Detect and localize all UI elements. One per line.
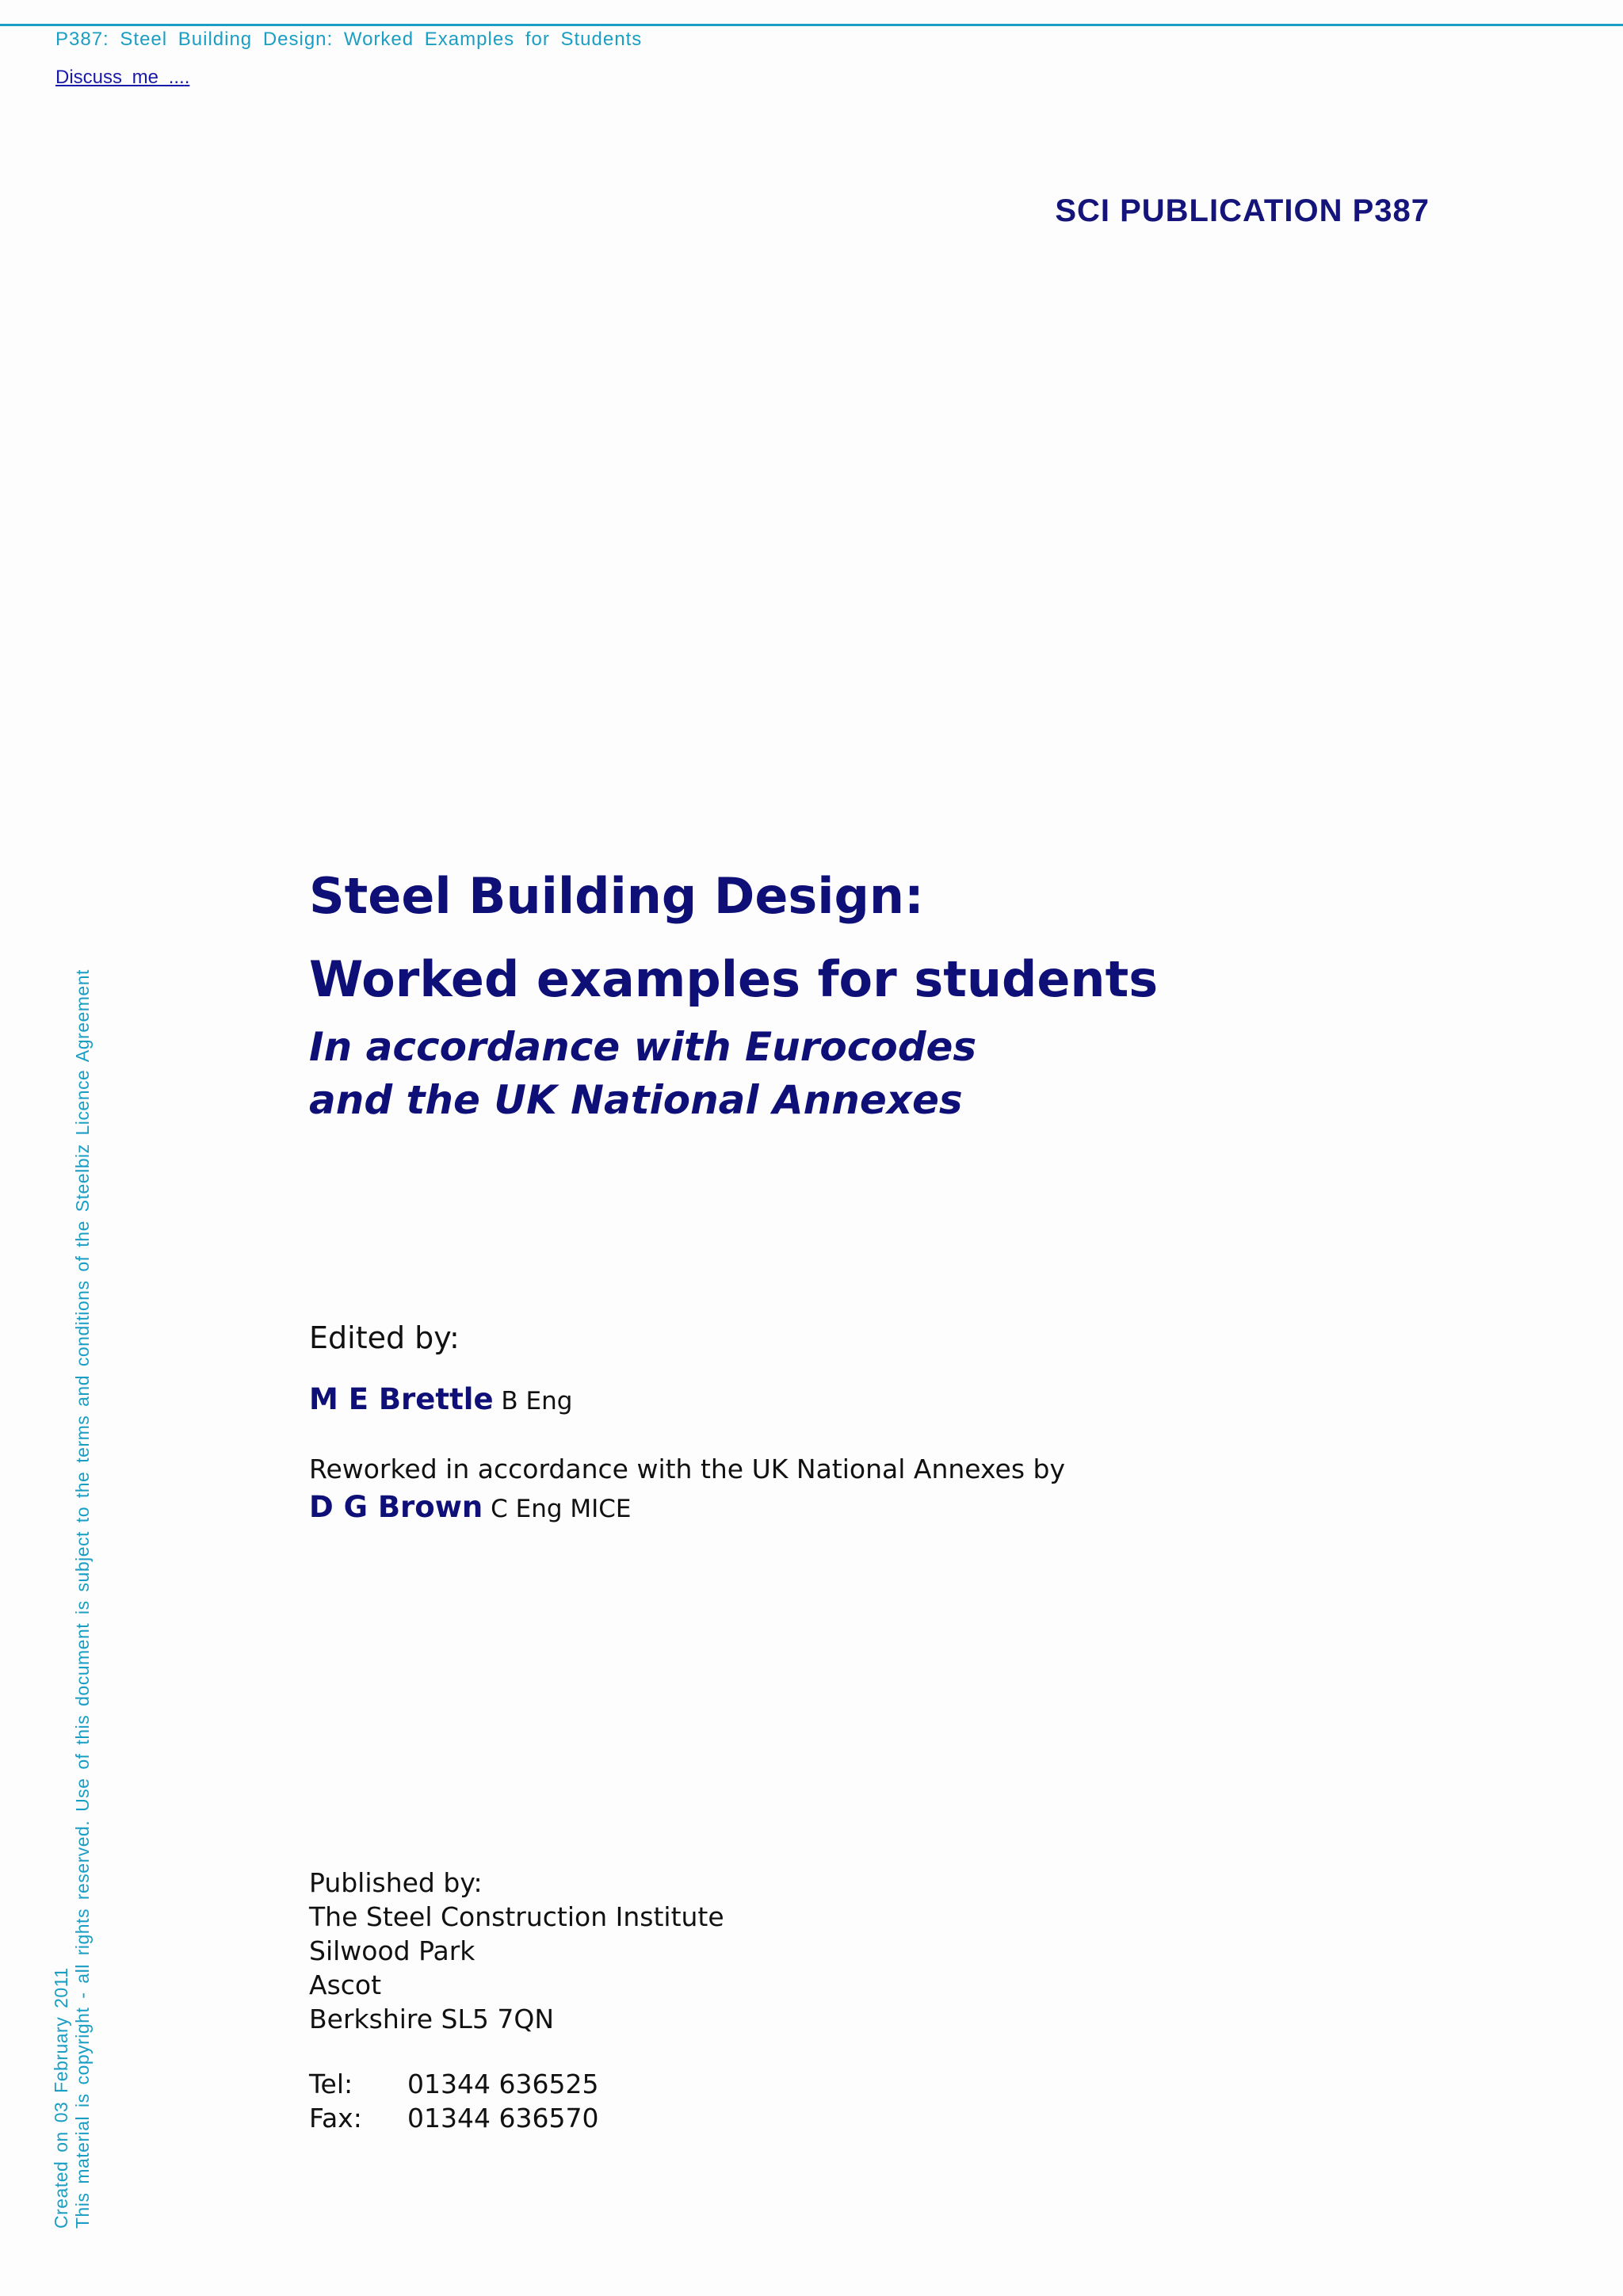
discuss-link-tail: . bbox=[184, 67, 190, 88]
discuss-link-text[interactable]: Discuss me ... bbox=[55, 67, 185, 88]
title-line-1: Steel Building Design: bbox=[309, 867, 924, 925]
reworker-qualifications: C Eng MICE bbox=[491, 1495, 632, 1523]
discuss-link[interactable] bbox=[55, 67, 189, 89]
contact-block bbox=[309, 2067, 598, 2135]
header-rule bbox=[0, 24, 1623, 26]
published-by-label: Published by: bbox=[309, 1867, 483, 1898]
reworker-line bbox=[309, 1490, 632, 1524]
fax-number: 01344 636570 bbox=[407, 2103, 599, 2134]
creation-date: Created on 03 February 2011 bbox=[51, 1967, 71, 2229]
copyright-notice bbox=[51, 969, 94, 2229]
book-title bbox=[309, 854, 1158, 1021]
editor-qualifications: B Eng bbox=[501, 1387, 573, 1415]
fax-label: Fax: bbox=[309, 2103, 362, 2134]
editor-name: M E Brettle bbox=[309, 1382, 494, 1416]
publication-number: SCI PUBLICATION P387 bbox=[1055, 193, 1430, 228]
address-line-1: Silwood Park bbox=[309, 1935, 475, 1966]
title-line-2: Worked examples for students bbox=[309, 950, 1159, 1008]
document-header-title: P387: Steel Building Design: Worked Examples for Students bbox=[55, 29, 643, 50]
address-line-2: Ascot bbox=[309, 1969, 382, 2000]
publisher-name: The Steel Construction Institute bbox=[309, 1901, 724, 1932]
book-subtitle bbox=[309, 1021, 976, 1127]
telephone-label: Tel: bbox=[309, 2069, 353, 2099]
subtitle-line-1: In accordance with Eurocodes bbox=[309, 1024, 977, 1070]
publisher-block bbox=[309, 1866, 724, 2036]
telephone-number: 01344 636525 bbox=[407, 2069, 599, 2099]
address-line-3: Berkshire SL5 7QN bbox=[309, 2004, 555, 2034]
licence-notice: This material is copyright - all rights reserved. Use of this document is subject to the terms and conditions of the Steelbiz Licence Agreement bbox=[72, 969, 93, 2229]
edited-by-label: Edited by: bbox=[309, 1320, 460, 1355]
fax-row bbox=[309, 2101, 598, 2135]
reworker-name: D G Brown bbox=[309, 1490, 483, 1524]
editor-line bbox=[309, 1382, 572, 1416]
rework-statement: Reworked in accordance with the UK National Annexes by bbox=[309, 1454, 1065, 1484]
telephone-row bbox=[309, 2067, 598, 2101]
subtitle-line-2: and the UK National Annexes bbox=[309, 1077, 963, 1123]
